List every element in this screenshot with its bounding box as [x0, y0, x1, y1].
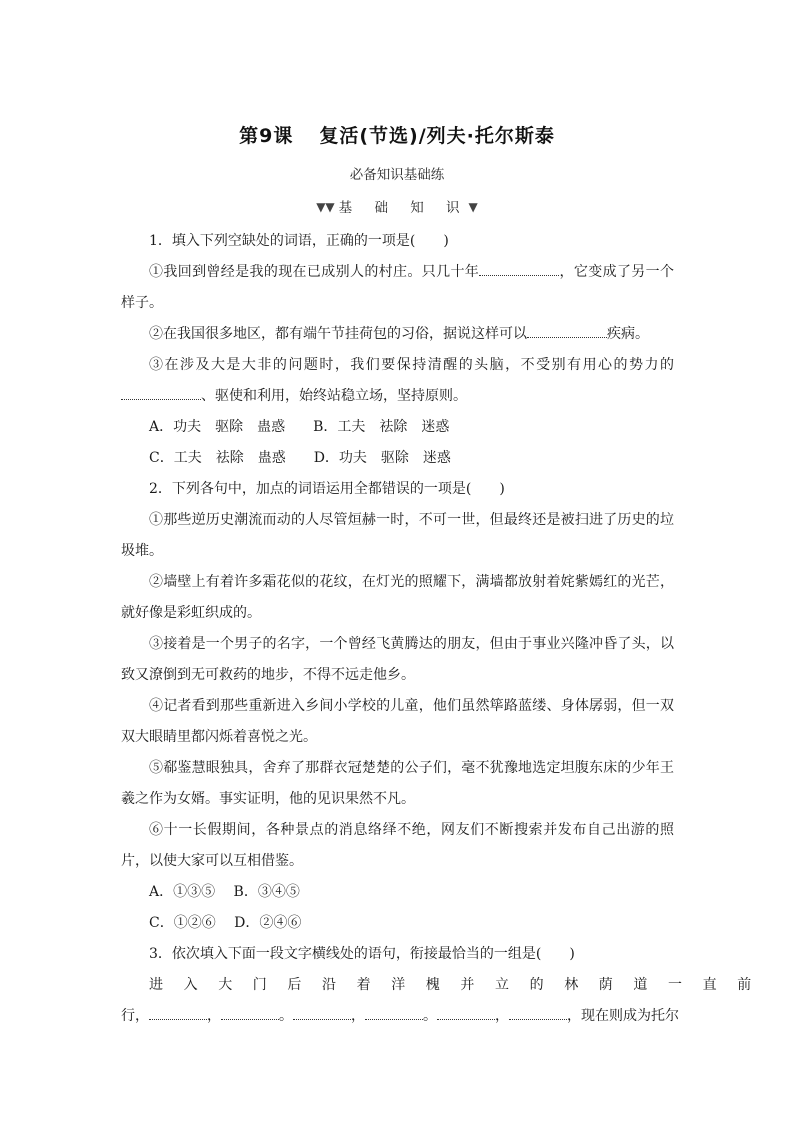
q2-sentence-5: ⑤郗鉴慧眼独具，舍弃了那群衣冠楚楚的公子们，毫不犹豫地选定坦腹东床的少年王羲之作为女婿。事实证明，他的见识果然不凡。 [121, 760, 674, 807]
page-title [0, 121, 794, 148]
answer-blank [293, 1009, 351, 1020]
q2-sentence-2: ②墙壁上有着许多霜花似的花纹，在灯光的照耀下，满墙都放射着姹紫嫣红的光芒，就好像是彩虹织成的。 [121, 574, 674, 621]
answer-blank [437, 1009, 495, 1020]
answer-blank [527, 327, 607, 338]
q1-sentence-2: ②在我国很多地区，都有端午节挂荷包的习俗，据说这样可以 疾病。 [149, 326, 649, 342]
section-subtitle: 必备知识基础练 [349, 167, 445, 183]
q1-stem: 1．填入下列空缺处的词语，正确的一项是( ) [149, 233, 449, 249]
lesson-number: 第9课 [239, 125, 294, 147]
q3-passage-line-1: 进入大门后沿着洋槐并立的林荫道一直前 [149, 977, 772, 993]
answer-blank [121, 389, 201, 400]
q3-stem: 3．依次填入下面一段文字横线处的语句，衔接最恰当的一组是( ) [149, 946, 575, 962]
question-content [121, 226, 772, 1032]
lesson-title: 复活(节选)/列夫·托尔斯泰 [319, 125, 555, 147]
q1-sentence-3: ③在涉及大是大非的问题时，我们要保持清醒的头脑，不受别有用心的势力的、驱使和利用，始终站稳立场，坚持原则。 [121, 350, 674, 412]
triangle-down-icon: ▼▼ [316, 200, 335, 214]
answer-blank [149, 1009, 207, 1020]
q1-options-ab: A．功夫 驱除 蛊惑 B．工夫 祛除 迷惑 [149, 419, 450, 435]
q1-options-cd: C．工夫 祛除 蛊惑 D．功夫 驱除 迷惑 [149, 450, 451, 466]
answer-blank [479, 265, 559, 276]
q2-options-ab: A．①③⑤ B．③④⑤ [149, 884, 300, 900]
q2-sentence-3: ③接着是一个男子的名字，一个曾经飞黄腾达的朋友，但由于事业兴隆冲昏了头，以致又潦倒到无可救药的地步，不得不远走他乡。 [121, 636, 674, 683]
q2-options-cd: C．①②⑥ D．②④⑥ [149, 915, 302, 931]
section-label: 基 础 知 识 [338, 200, 469, 216]
q1-sentence-1: ①我回到曾经是我的现在已成别人的村庄。只几十年 ，它变成了另一个样子。 [121, 264, 675, 311]
q2-sentence-6: ⑥十一长假期间，各种景点的消息络绎不绝，网友们不断搜索并发布自己出游的照片，以使大家可以互相借鉴。 [121, 822, 674, 869]
section-banner [0, 196, 794, 216]
answer-blank [365, 1009, 423, 1020]
answer-blank [221, 1009, 279, 1020]
q2-stem: 2．下列各句中，加点的词语运用全都错误的一项是( ) [149, 481, 505, 497]
answer-blank [509, 1009, 567, 1020]
q2-sentence-4: ④记者看到那些重新进入乡间小学校的儿童，他们虽然筚路蓝缕、身体孱弱，但一双双大眼睛里都闪烁着喜悦之光。 [121, 698, 674, 745]
triangle-down-icon: ▼ [468, 200, 478, 214]
q3-passage-line-2: 行， ， 。 ， 。 ， ，现在则成为托尔 [121, 1008, 679, 1024]
q2-sentence-1: ①那些逆历史潮流而动的人尽管烜赫一时，不可一世，但最终还是被扫进了历史的垃圾堆。 [121, 512, 674, 559]
